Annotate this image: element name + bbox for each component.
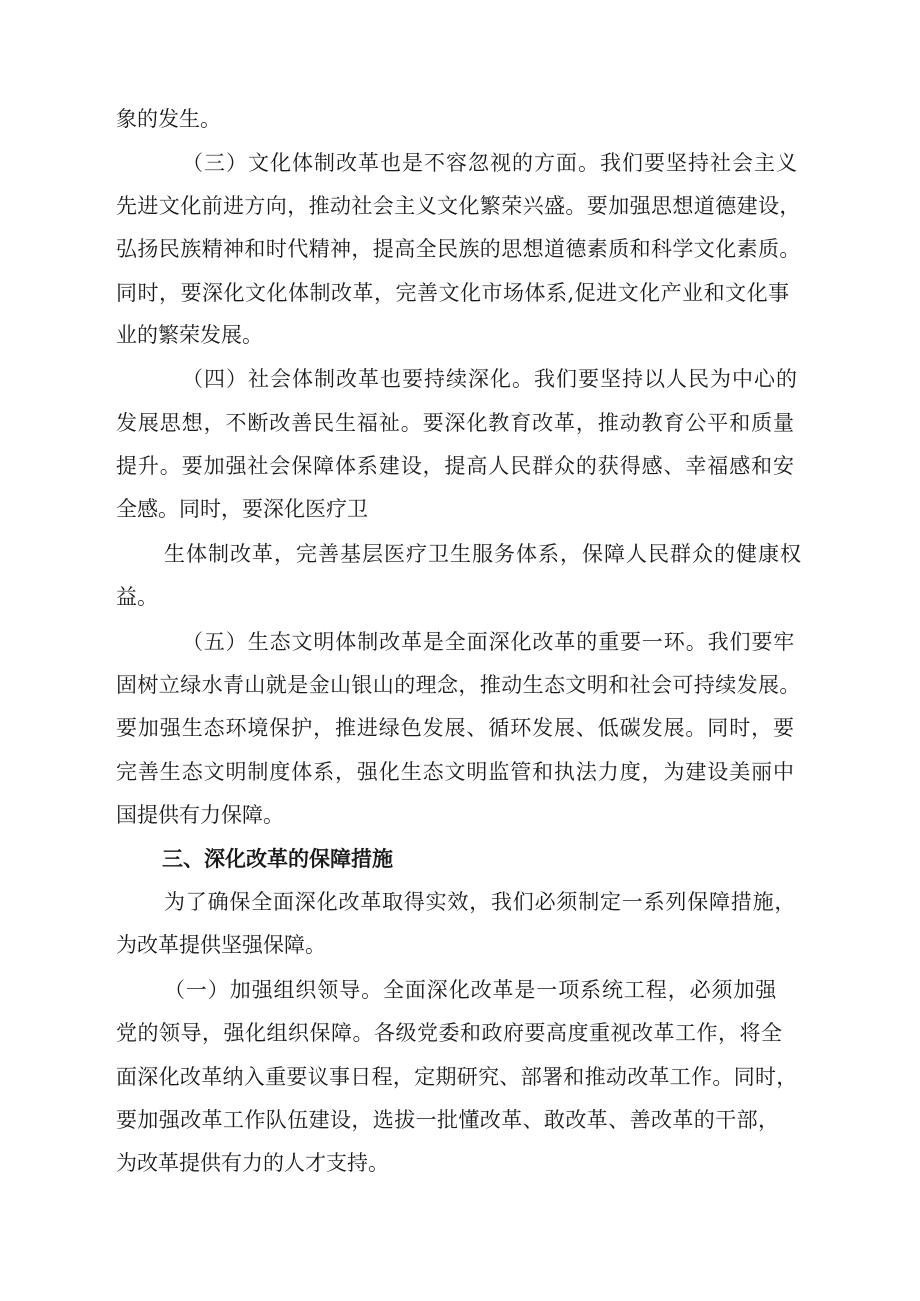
paragraph-4-line: 提升。要加强社会保障体系建设，提高人民群众的获得感、幸福感和安	[116, 454, 795, 478]
paragraph-1-line: 为改革提供有力的人才支持。	[116, 1151, 389, 1175]
paragraph-1-line: 面深化改革纳入重要议事日程，定期研究、部署和推动改革工作。同时，	[116, 1065, 798, 1089]
paragraph-3-line: 先进文化前进方向，推动社会主义文化繁荣兴盛。要加强思想道德建设，	[116, 194, 801, 218]
paragraph-5-line: （五）生态文明体制改革是全面深化改革的重要一环。我们要牢	[182, 630, 796, 654]
paragraph-1-line: （一）加强组织领导。全面深化改革是一项系统工程，必须加强	[164, 978, 778, 1002]
section-intro-line: 为了确保全面深化改革取得实效，我们必须制定一系列保障措施，	[164, 890, 797, 914]
paragraph-4-line: （四）社会体制改革也要持续深化。我们要坚持以人民为中心的	[182, 367, 798, 391]
paragraph-3-line: （三）文化体制改革也是不容忽视的方面。我们要坚持社会主义	[182, 151, 798, 175]
paragraph-4-line: 益。	[116, 585, 158, 609]
paragraph-5-line: 固树立绿水青山就是金山银山的理念，推动生态文明和社会可持续发展。	[116, 673, 801, 697]
paragraph-3-line: 弘扬民族精神和时代精神，提高全民族的思想道德素质和科学文化素质。	[116, 237, 801, 261]
paragraph-5-line: 国提供有力保障。	[116, 803, 284, 827]
section-intro-line: 为改革提供坚强保障。	[116, 933, 326, 957]
section-heading: 三、深化改革的保障措施	[162, 847, 393, 871]
paragraph-3-line: 业的繁荣发展。	[116, 323, 263, 347]
paragraph-4-line: 全感。同时，要深化医疗卫	[116, 497, 368, 521]
paragraph-1-line: 要加强改革工作队伍建设，选拔一批懂改革、敢改革、善改革的干部，	[116, 1108, 780, 1132]
paragraph-5-line: 完善生态文明制度体系，强化生态文明监管和执法力度，为建设美丽中	[116, 760, 795, 784]
paragraph-3-line: 同时，要深化文化体制改革，完善文化市场体系,促进文化产业和文化事	[116, 281, 790, 305]
text-line: 象的发生。	[116, 107, 221, 131]
paragraph-4-line: 生体制改革，完善基层医疗卫生服务体系，保障人民群众的健康权	[164, 542, 802, 566]
paragraph-4-line: 发展思想，不断改善民生福祉。要深化教育改革，推动教育公平和质量	[116, 411, 795, 435]
paragraph-1-line: 党的领导，强化组织保障。各级党委和政府要高度重视改革工作，将全	[116, 1021, 783, 1045]
paragraph-5-line: 要加强生态环境保护，推进绿色发展、循环发展、低碳发展。同时，要	[116, 716, 795, 740]
